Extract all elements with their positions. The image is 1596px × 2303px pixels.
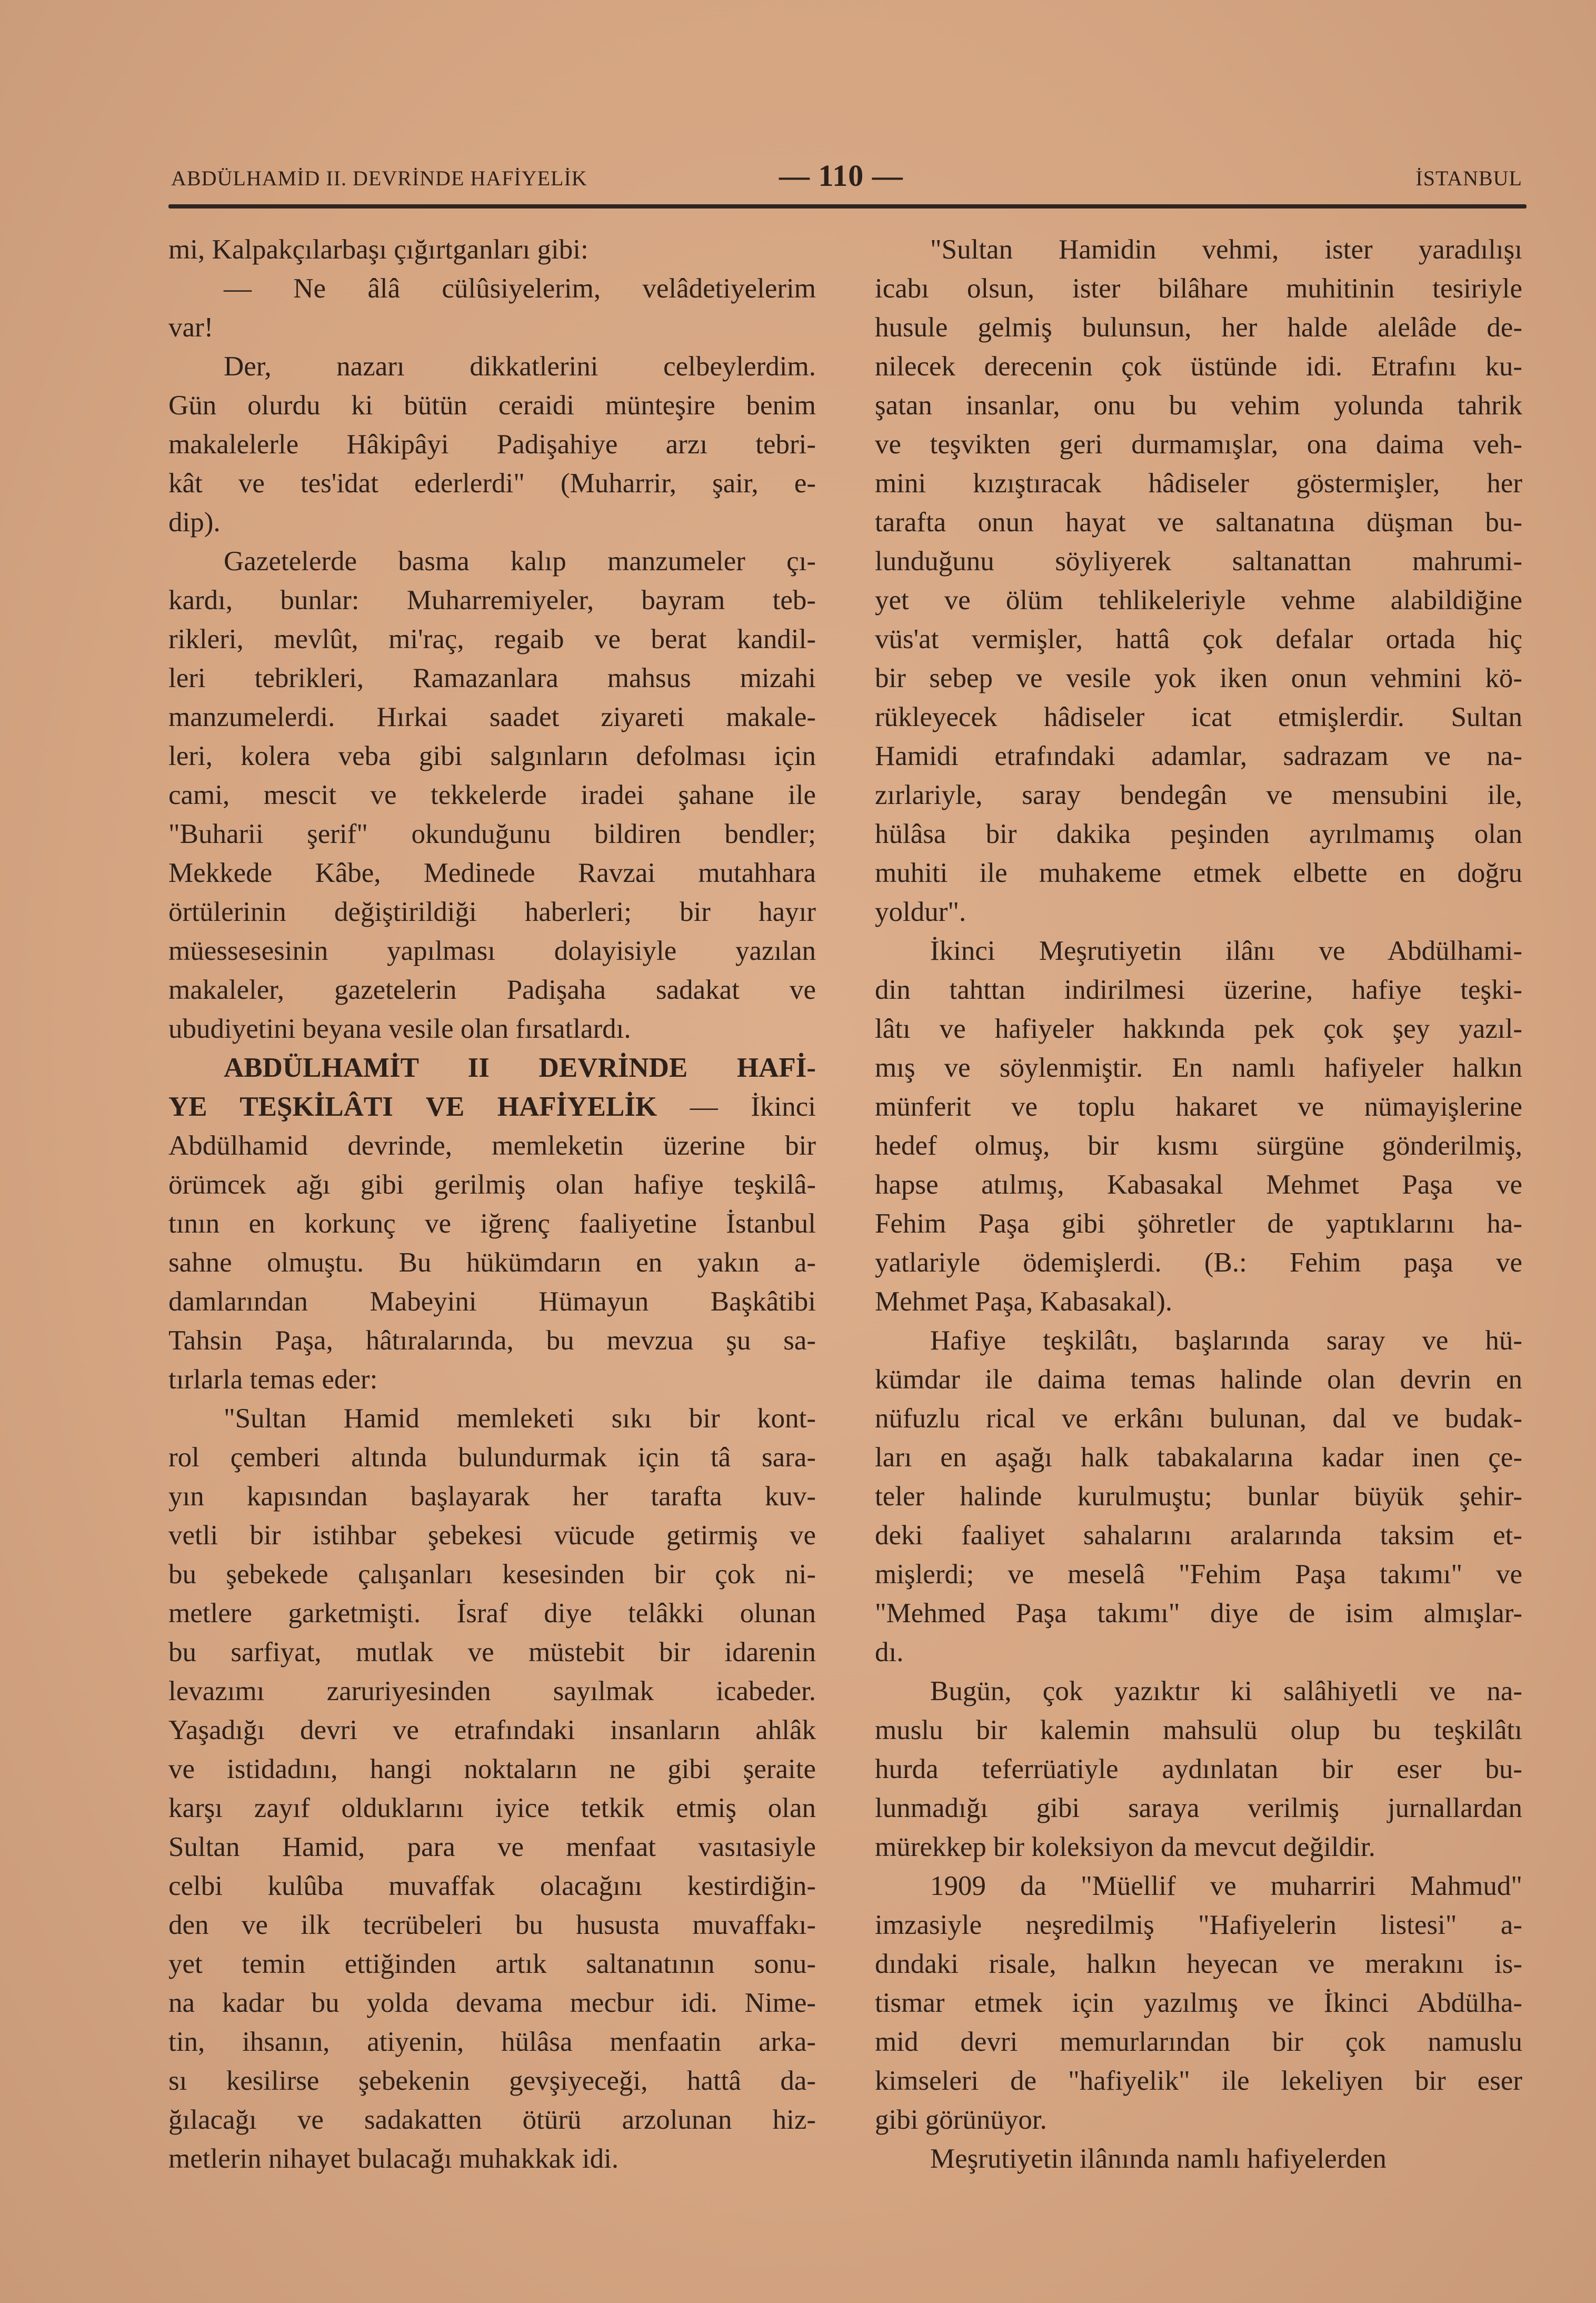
section-heading: YE TEŞKİLÂTI VE HAFİYELİK [168,1091,657,1122]
text-line: vüs'at vermişler, hattâ çok defalar ortada hiç [875,624,1522,654]
paragraph [875,230,1522,931]
text-line: dip). [168,507,221,538]
text-line: Hamidi etrafındaki adamlar, sadrazam ve na- [875,741,1522,771]
text-line: tarafta onun hayat ve saltanatına düşman bu- [875,507,1522,538]
text-line: örtülerinin değiştirildiği haberleri; bir hayır [168,897,816,927]
text-line: yoldur". [875,897,966,927]
header-rule [168,204,1527,209]
paragraph [168,230,816,269]
text-line: kât ve tes'idat ederlerdi" (Muharrir, şair, e- [168,468,816,499]
text-line: kümdar ile daima temas halinde olan devrin en [875,1364,1522,1395]
right-text-column [875,230,1522,2178]
text-line: "Mehmed Paşa takımı" diye de isim almışlar- [875,1598,1522,1629]
text-line: var! [168,312,214,343]
paragraph [875,931,1522,1321]
text-line: karşı zayıf olduklarını iyice tetkik etmiş olan [168,1793,816,1823]
text-line: Abdülhamid devrinde, memleketin üzerine bir [168,1130,816,1161]
paragraph [875,2139,1522,2178]
text-line: Mekkede Kâbe, Medinede Ravzai mutahhara [168,858,816,888]
text-line: Gazetelerde basma kalıp manzumeler çı- [224,546,816,577]
text-line: Fehim Paşa gibi şöhretler de yaptıklarını ha- [875,1208,1522,1239]
text-line: hedef olmuş, bir kısmı sürgüne gönderilmiş, [875,1130,1522,1161]
text-line: ve teşvikten geri durmamışlar, ona daima veh- [875,429,1522,460]
text-line: rol çemberi altında bulundurmak için tâ sara- [168,1442,816,1473]
text-line: Gün olurdu ki bütün ceraidi münteşire benim [168,390,816,421]
text-line: manzumelerdi. Hırkai saadet ziyareti makale- [168,702,816,732]
text-line: Yaşadığı devri ve etrafındaki insanların ahlâk [168,1715,816,1745]
text-line: Hafiye teşkilâtı, başlarında saray ve hü- [930,1325,1522,1356]
paragraph [168,347,816,542]
text-line: hapse atılmış, Kabasakal Mehmet Paşa ve [875,1169,1522,1200]
text-line: rükleyecek hâdiseler icat etmişlerdir. Sultan [875,702,1522,732]
text-line: tin, ihsanın, atiyenin, hülâsa menfaatin arka- [168,2027,816,2057]
text-line: "Buharii şerif" okunduğunu bildiren bendler; [168,819,816,849]
text-line: mid devri memurlarından bir çok namuslu [875,2027,1522,2057]
text-line: lunduğunu söyliyerek saltanattan mahrumi- [875,546,1522,577]
paragraph [875,1321,1522,1672]
text-line: teler halinde kurulmuştu; bunlar büyük şehir- [875,1481,1522,1512]
text-line: "Sultan Hamidin vehmi, ister yaradılışı [930,234,1522,265]
text-line: Mehmet Paşa, Kabasakal). [875,1286,1173,1317]
running-header-title: ABDÜLHAMİD II. DEVRİNDE HAFİYELİK [171,166,587,190]
text-line: kardı, bunlar: Muharremiyeler, bayram teb- [168,585,816,616]
text-line: makalelerle Hâkipâyi Padişahiye arzı tebri- [168,429,816,460]
text-line: yet ve ölüm tehlikeleriyle vehme alabildiğine [875,585,1522,616]
text-line: ları en aşağı halk tabakalarına kadar inen çe- [875,1442,1522,1473]
text-line: lunmadığı gibi saraya verilmiş jurnallardan [875,1793,1522,1823]
paragraph [168,1399,816,2178]
text-line: deki faaliyet sahalarını aralarında taksim et- [875,1520,1522,1551]
text-line: mişlerdi; ve meselâ "Fehim Paşa takımı" ve [875,1559,1522,1590]
text-line: imzasiyle neşredilmiş "Hafiyelerin listesi" a- [875,1910,1522,1940]
text-line: hülâsa bir dakika peşinden ayrılmamış olan [875,819,1522,849]
text-line: Der, nazarı dikkatlerini celbeylerdim. [224,351,816,382]
text-line: muslu bir kalemin mahsulü olup bu teşkilâtı [875,1715,1522,1745]
text-line: rikleri, mevlût, mi'raç, regaib ve berat kandil- [168,624,816,654]
text-line [168,1087,816,1126]
text-line: mürekkep bir koleksiyon da mevcut değildir. [875,1832,1375,1862]
text-line: Bugün, çok yazıktır ki salâhiyetli ve na- [930,1676,1522,1706]
text-line: tının en korkunç ve iğrenç faaliyetine İstanbul [168,1208,816,1239]
text-line: dındaki risale, halkın heyecan ve merakını is- [875,1949,1522,1979]
text-line: ve istidadını, hangi noktaların ne gibi şeraite [168,1754,816,1784]
text-line: levazımı zaruriyesinden sayılmak icabeder. [168,1676,816,1706]
text-line: bu sarfiyat, mutlak ve müstebit bir idarenin [168,1637,816,1667]
text-line: tırlarla temas eder: [168,1364,378,1395]
page-number: — 110 — [779,158,903,193]
text-line: Tahsin Paşa, hâtıralarında, bu mevzua şu sa- [168,1325,816,1356]
text-line: yın kapısından başlayarak her tarafta kuv- [168,1481,816,1512]
text-line: yatlariyle ödemişlerdi. (B.: Fehim paşa ve [875,1247,1522,1278]
text-line: nüfuzlu rical ve erkânı bulunan, dal ve budak- [875,1403,1522,1434]
paragraph [875,1867,1522,2139]
text-line: tismar etmek için yazılmış ve İkinci Abdülha- [875,1988,1522,2018]
text-line: — Ne âlâ cülûsiyelerim, velâdetiyelerim [224,273,816,304]
text-line: şatan insanlar, onu bu vehim yolunda tahrik [875,390,1522,421]
text-line: dı. [875,1637,904,1667]
paragraph [168,269,816,347]
text-line: kimseleri de "hafiyelik" ile lekeliyen bir eser [875,2066,1522,2096]
text-line: metlere garketmişti. İsraf diye telâkki olunan [168,1598,816,1629]
text-line: ubudiyetini beyana vesile olan fırsatlardı. [168,1014,631,1044]
text-line: na kadar bu yolda devama mecbur idi. Nime- [168,1988,816,2018]
left-text-column [168,230,816,2178]
text-line: Sultan Hamid, para ve menfaat vasıtasiyle [168,1832,816,1862]
text-line: husule gelmiş bulunsun, her halde alelâde de- [875,312,1522,343]
text-line: mış ve söylenmiştir. En namlı hafiyeler halkın [875,1053,1522,1083]
text-line: Meşrutiyetin ilânında namlı hafiyelerden [930,2143,1386,2174]
text-span: — İkinci [690,1091,816,1122]
text-line: leri, kolera veba gibi salgınların defolması için [168,741,816,771]
text-line: müessesesinin yapılması dolayisiyle yazılan [168,936,816,966]
text-line: yet temin ettiğinden artık saltanatının sonu- [168,1949,816,1979]
text-line: "Sultan Hamid memleketi sıkı bir kont- [224,1403,816,1434]
paragraph [875,1672,1522,1867]
text-line: icabı olsun, ister bilâhare muhitinin tesiriyle [875,273,1522,304]
text-line: lâtı ve hafiyeler hakkında pek çok şey yazıl- [875,1014,1522,1044]
text-line: leri tebrikleri, Ramazanlara mahsus mizahi [168,663,816,693]
section-heading: ABDÜLHAMİT II DEVRİNDE HAFİ- [224,1053,816,1083]
text-line [168,1048,816,1087]
text-line: İkinci Meşrutiyetin ilânı ve Abdülhami- [930,936,1522,966]
text-line: damlarından Mabeyini Hümayun Başkâtibi [168,1286,816,1317]
text-line: celbi kulûba muvaffak olacağını kestirdiğin- [168,1871,816,1901]
text-line: bir sebep ve vesile yok iken onun vehmini kö- [875,663,1522,693]
text-line: metlerin nihayet bulacağı muhakkak idi. [168,2143,619,2174]
text-line: din tahttan indirilmesi üzerine, hafiye teşki- [875,975,1522,1005]
text-line: gibi görünüyor. [875,2105,1047,2135]
text-line: vetli bir istihbar şebekesi vücude getirmiş ve [168,1520,816,1551]
text-line: nilecek derecenin çok üstünde idi. Etrafını ku- [875,351,1522,382]
text-line: cami, mescit ve tekkelerde iradei şahane ile [168,780,816,810]
text-line: 1909 da "Müellif ve muharriri Mahmud" [930,1871,1522,1901]
text-line: zırlariyle, saray bendegân ve mensubini ile, [875,780,1522,810]
text-line: ğılacağı ve sadakatten ötürü arzolunan hiz- [168,2105,816,2135]
text-line: örümcek ağı gibi gerilmiş olan hafiye teşkilâ- [168,1169,816,1200]
paragraph [168,542,816,1048]
text-line: muhiti ile muhakeme etmek elbette en doğru [875,858,1522,888]
text-line: sahne olmuştu. Bu hükümdarın en yakın a- [168,1247,816,1278]
text-line: mini kızıştıracak hâdiseler göstermişler, her [875,468,1522,499]
text-line: den ve ilk tecrübeleri bu hususta muvaffakı- [168,1910,816,1940]
text-line: hurda teferrüatiyle aydınlatan bir eser bu- [875,1754,1522,1784]
paragraph [168,1048,816,1399]
text-line: sı kesilirse şebekenin gevşiyeceği, hattâ da- [168,2066,816,2096]
text-line: mi, Kalpakçılarbaşı çığırtganları gibi: [168,234,588,265]
text-line: makaleler, gazetelerin Padişaha sadakat ve [168,975,816,1005]
running-header-section: İSTANBUL [1415,166,1522,190]
text-line: münferit ve toplu hakaret ve nümayişlerine [875,1091,1522,1122]
text-line: bu şebekede çalışanları kesesinden bir çok ni- [168,1559,816,1590]
